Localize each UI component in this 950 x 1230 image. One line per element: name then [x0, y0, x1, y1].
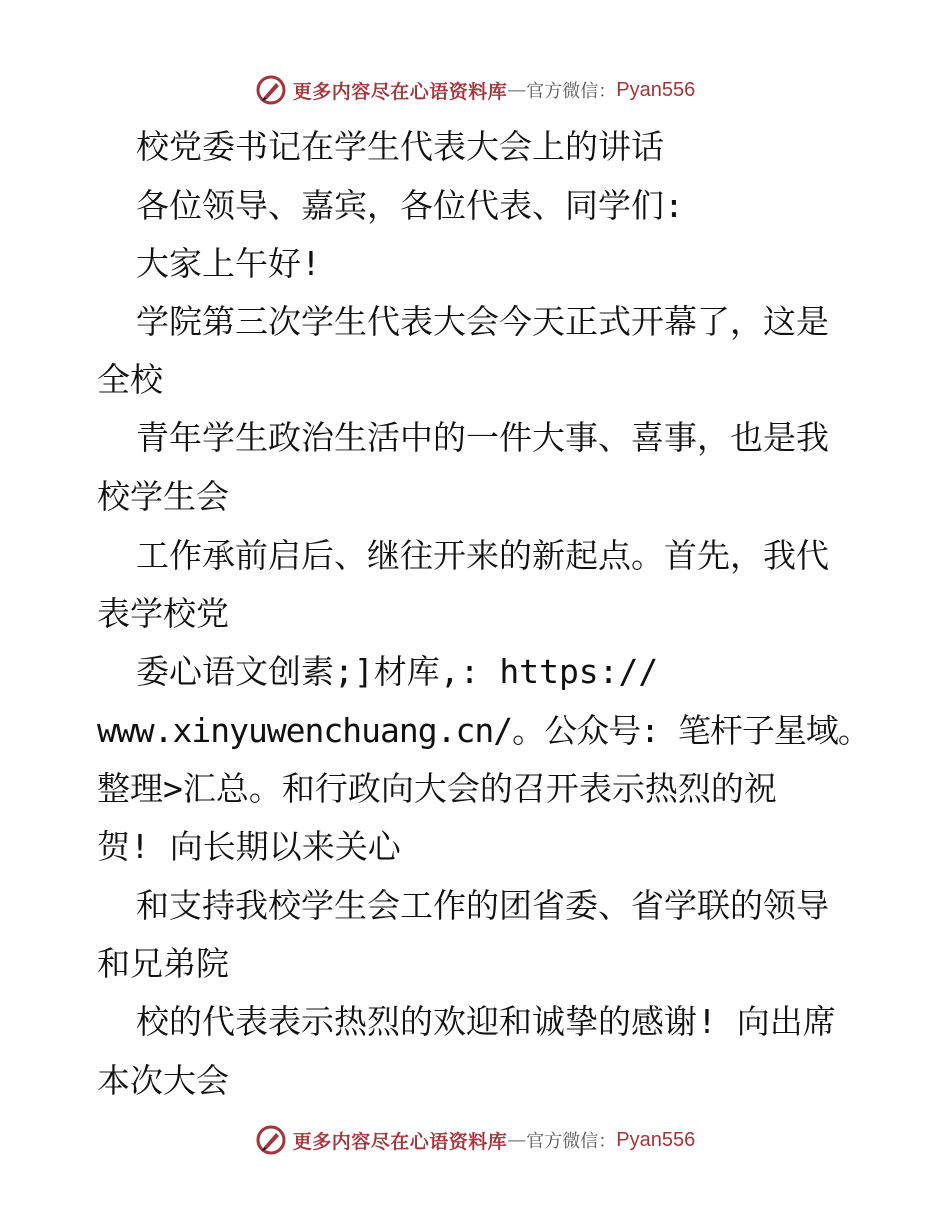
banner-wechat-label: 官方微信： [526, 1131, 617, 1152]
paragraph-line: 表学校党 [97, 594, 229, 633]
banner-text: 更多内容尽在心语资料库 [292, 80, 508, 103]
salutation-line: 各位领导、嘉宾，各位代表、同学们: [136, 186, 684, 225]
paragraph-line: 和支持我校学生会工作的团省委、省学联的领导 [136, 886, 829, 925]
banner-text: 更多内容尽在心语资料库 [292, 1130, 508, 1153]
header-banner [0, 70, 950, 110]
footer-banner [0, 1120, 950, 1160]
pen-logo-icon [255, 74, 287, 106]
document-title: 校党委书记在学生代表大会上的讲话 [136, 127, 664, 166]
paragraph-line: 学院第三次学生代表大会今天正式开幕了，这是 [136, 302, 829, 341]
paragraph-line: 工作承前启后、继往开来的新起点。首先，我代 [136, 536, 829, 575]
paragraph-line: 委心语文创素;]材库,: https:// [136, 652, 659, 691]
banner-wechat-label: 官方微信： [526, 81, 617, 102]
banner-separator: — [507, 1129, 527, 1151]
paragraph-line: 贺! 向长期以来关心 [97, 827, 401, 866]
banner-wechat-id: Pyan556 [616, 1128, 696, 1151]
banner-separator: — [507, 79, 527, 101]
paragraph-line: 青年学生政治生活中的一件大事、喜事，也是我 [136, 418, 829, 457]
paragraph-line: 校的代表表示热烈的欢迎和诚挚的感谢! 向出席 [136, 1002, 836, 1041]
pen-logo-icon [255, 1124, 287, 1156]
greeting-line: 大家上午好! [136, 244, 321, 283]
paragraph-line: 整理>汇总。和行政向大会的召开表示热烈的祝 [97, 769, 777, 808]
paragraph-line: 全校 [97, 360, 163, 399]
paragraph-line: 本次大会 [97, 1061, 229, 1100]
paragraph-line: 校学生会 [97, 477, 229, 516]
paragraph-line: www.xinyuwenchuang.cn/。公众号: 笔杆子星域。 [97, 711, 870, 750]
paragraph-line: 和兄弟院 [97, 944, 229, 983]
banner-wechat-id: Pyan556 [616, 78, 696, 101]
